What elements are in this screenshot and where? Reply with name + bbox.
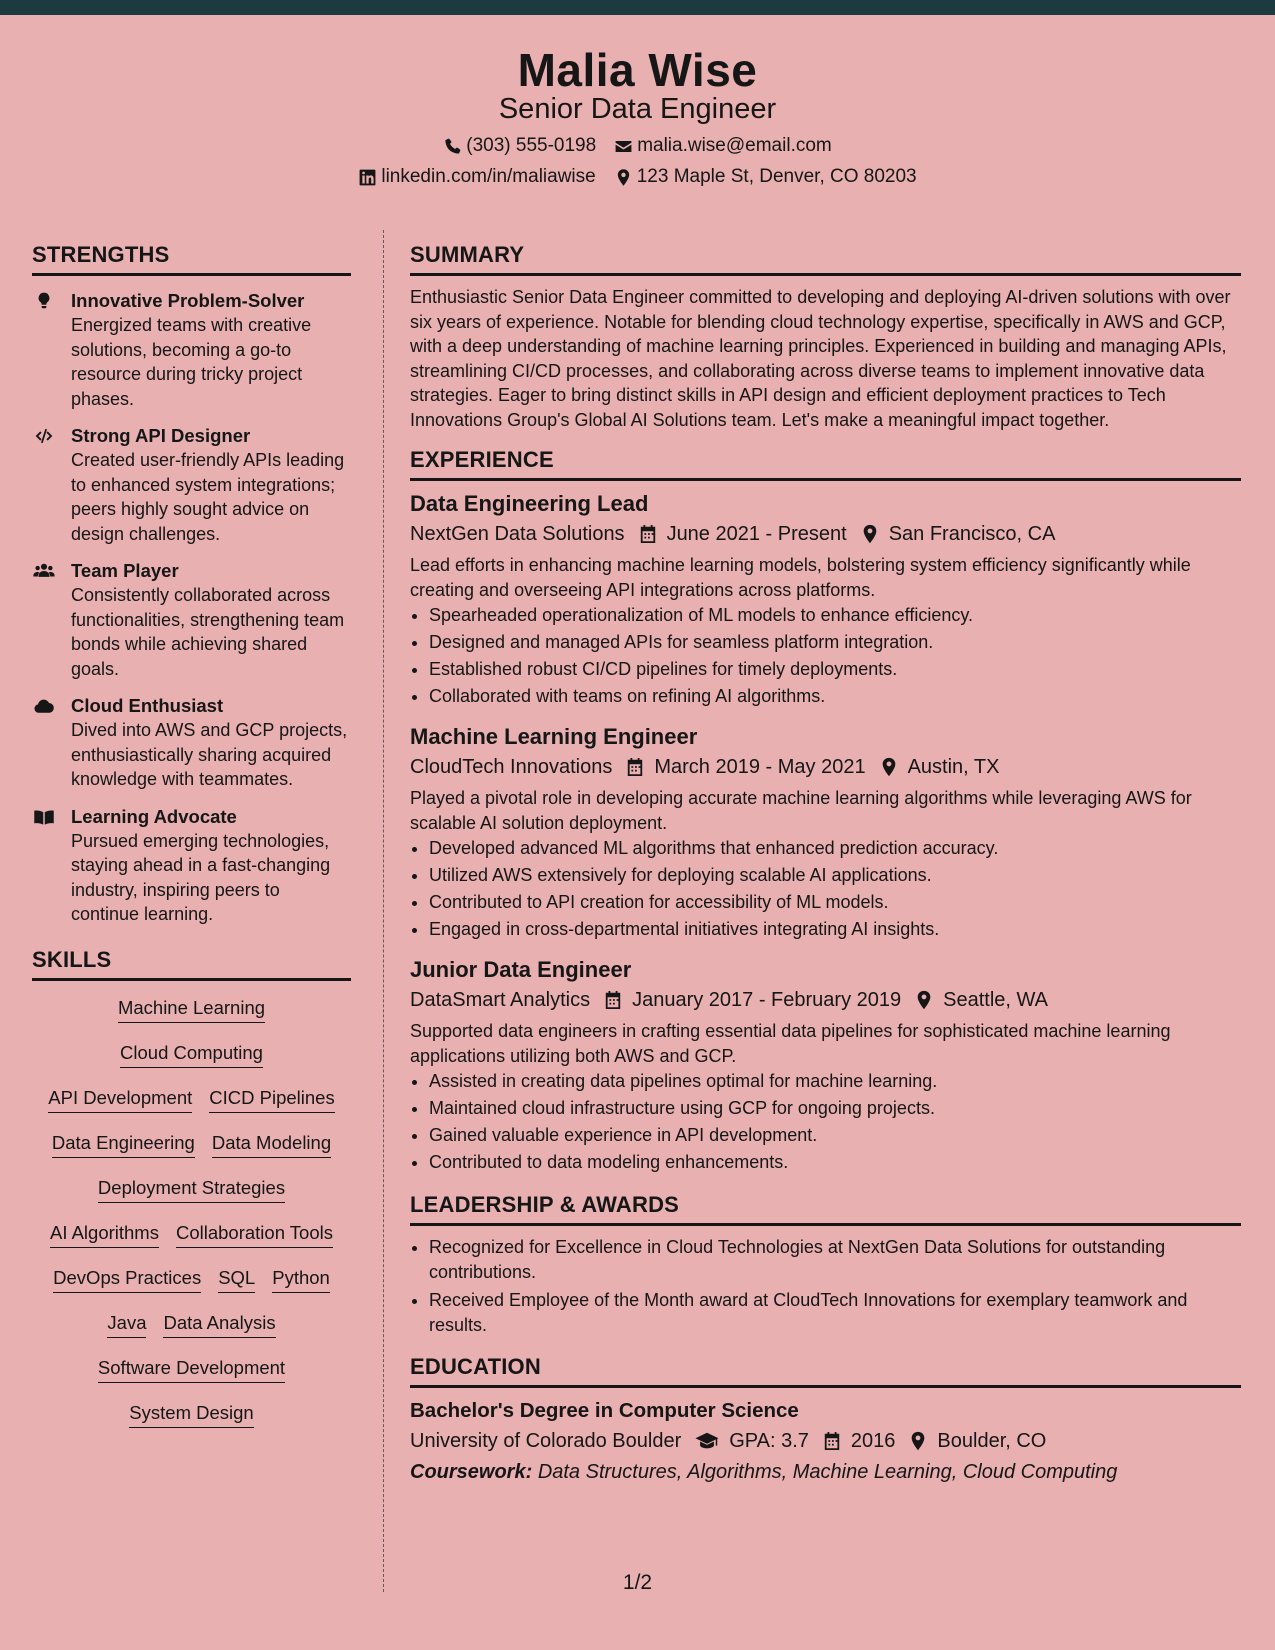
education-meta	[410, 1426, 1241, 1456]
job-bullets	[410, 602, 1241, 710]
leadership-list	[410, 1235, 1241, 1338]
gpa	[695, 1426, 809, 1456]
job-dates-text: March 2019 - May 2021	[654, 756, 866, 778]
strength-description: Pursued emerging technologies, staying ahead in a fast-changing industry, inspiring peers to continue learning.	[71, 830, 331, 924]
skill-tag: Machine Learning	[118, 996, 265, 1023]
calendar-icon	[823, 1431, 841, 1451]
strength-title: Team Player	[71, 560, 179, 581]
top-accent-bar	[0, 0, 1275, 15]
company-name: DataSmart Analytics	[410, 989, 591, 1011]
experience-heading: EXPERIENCE	[410, 447, 1241, 481]
strength-item	[32, 694, 351, 792]
job-title: Junior Data Engineer	[410, 957, 632, 982]
email-contact[interactable]	[614, 135, 832, 157]
address-contact	[614, 166, 917, 188]
email-address[interactable]: malia.wise@email.com	[637, 135, 832, 156]
strengths-heading: STRENGTHS	[32, 242, 351, 276]
gpa-text: GPA: 3.7	[729, 1430, 809, 1452]
job-location-text: Austin, TX	[907, 756, 1000, 778]
phone-number: (303) 555-0198	[466, 135, 597, 156]
map-pin-icon	[909, 1431, 927, 1451]
degree-title: Bachelor's Degree in Computer Science	[410, 1399, 799, 1422]
summary-heading: SUMMARY	[410, 242, 1241, 276]
strength-item	[32, 805, 351, 927]
skill-tag: Software Development	[98, 1356, 285, 1383]
job-entry	[410, 489, 1241, 710]
leadership-heading: LEADERSHIP & AWARDS	[410, 1192, 1241, 1226]
candidate-name: Malia Wise	[517, 44, 758, 96]
job-meta	[410, 519, 1241, 549]
company-name: NextGen Data Solutions	[410, 523, 625, 545]
skill-tag: Deployment Strategies	[98, 1176, 285, 1203]
skill-row	[32, 1041, 351, 1086]
job-location	[880, 752, 1000, 782]
job-location	[915, 985, 1048, 1015]
skill-row	[32, 996, 351, 1041]
job-location	[861, 519, 1056, 549]
map-pin-icon	[915, 990, 933, 1010]
job-entry	[410, 722, 1241, 943]
calendar-icon	[626, 757, 644, 777]
job-bullet: • Utilized AWS extensively for deploying scalable AI applications.	[429, 862, 1241, 889]
job-bullets	[410, 1068, 1241, 1176]
graduation-year	[823, 1426, 896, 1456]
education-location-text: Boulder, CO	[937, 1430, 1047, 1452]
job-description: Lead efforts in enhancing machine learning models, bolstering system efficiency significantly while creating and overseeing API integrations across platforms.	[410, 555, 1191, 600]
skill-tag: Python	[272, 1266, 330, 1293]
skill-tag: AI Algorithms	[50, 1221, 159, 1248]
page-number: 1/2	[622, 1571, 653, 1594]
left-column	[32, 242, 351, 1446]
job-meta	[410, 752, 1241, 782]
strength-description: Created user-friendly APIs leading to enhanced system integrations; peers highly sought advice on design challenges.	[71, 450, 345, 544]
calendar-icon	[639, 524, 657, 544]
skill-tag: DevOps Practices	[53, 1266, 201, 1293]
strength-title: Innovative Problem-Solver	[71, 290, 305, 311]
skill-tag: Java	[107, 1311, 146, 1338]
map-pin-icon	[861, 524, 879, 544]
skill-row	[32, 1221, 351, 1266]
linkedin-url[interactable]: linkedin.com/in/maliawise	[381, 166, 596, 187]
book-icon	[32, 807, 56, 827]
school-name: University of Colorado Boulder	[410, 1430, 682, 1452]
skills-list	[32, 996, 351, 1446]
education-heading: EDUCATION	[410, 1354, 1241, 1388]
skill-tag: SQL	[218, 1266, 255, 1293]
skill-tag: Data Engineering	[52, 1131, 195, 1158]
award-item: • Recognized for Excellence in Cloud Technologies at NextGen Data Solutions for outstanding contributions.	[429, 1235, 1241, 1285]
skill-tag: CICD Pipelines	[209, 1086, 334, 1113]
strength-item	[32, 559, 351, 681]
graduation-cap-icon	[695, 1431, 719, 1451]
cloud-icon	[32, 696, 56, 716]
skill-row	[32, 1131, 351, 1176]
job-bullet: • Designed and managed APIs for seamless platform integration.	[429, 629, 1241, 656]
column-divider	[383, 230, 384, 1592]
lightbulb-icon	[32, 291, 56, 311]
job-dates	[604, 985, 901, 1015]
graduation-year-text: 2016	[850, 1430, 896, 1452]
job-description: Played a pivotal role in developing accurate machine learning algorithms while leveraging AWS for scalable AI solution deployment.	[410, 788, 1192, 833]
job-bullet: • Spearheaded operationalization of ML models to enhance efficiency.	[429, 602, 1241, 629]
users-icon	[32, 561, 56, 581]
job-dates-text: January 2017 - February 2019	[632, 989, 902, 1011]
skill-row	[32, 1401, 351, 1446]
strength-title: Learning Advocate	[71, 805, 237, 827]
coursework-label: Coursework:	[410, 1461, 533, 1483]
right-column	[410, 242, 1241, 1487]
job-bullet: • Established robust CI/CD pipelines for timely deployments.	[429, 656, 1241, 683]
skill-tag: Cloud Computing	[120, 1041, 263, 1068]
phone-contact	[443, 135, 596, 157]
job-location-text: Seattle, WA	[943, 989, 1048, 1011]
job-title: Data Engineering Lead	[410, 491, 649, 516]
job-bullet: • Maintained cloud infrastructure using GCP for ongoing projects.	[429, 1095, 1241, 1122]
job-dates-text: June 2021 - Present	[666, 523, 847, 545]
job-bullets	[410, 835, 1241, 943]
skill-row	[32, 1266, 351, 1311]
job-dates	[626, 752, 865, 782]
contact-row-1	[0, 135, 1275, 157]
job-bullet: • Collaborated with teams on refining AI algorithms.	[429, 683, 1241, 710]
job-bullet: • Contributed to API creation for accessibility of ML models.	[429, 889, 1241, 916]
job-entry	[410, 955, 1241, 1176]
skill-tag: Collaboration Tools	[176, 1221, 333, 1248]
job-bullet: • Developed advanced ML algorithms that enhanced prediction accuracy.	[429, 835, 1241, 862]
skill-row	[32, 1176, 351, 1221]
job-description: Supported data engineers in crafting essential data pipelines for sophisticated machine learning applications utilizing both AWS and GCP.	[410, 1021, 1171, 1066]
street-address: 123 Maple St, Denver, CO 80203	[636, 166, 917, 187]
job-bullet: • Gained valuable experience in API development.	[429, 1122, 1241, 1149]
job-bullet: • Engaged in cross-departmental initiatives integrating AI insights.	[429, 916, 1241, 943]
job-meta	[410, 985, 1241, 1015]
strength-description: Energized teams with creative solutions, becoming a go-to resource during tricky project phases.	[71, 315, 312, 409]
skills-heading: SKILLS	[32, 947, 351, 981]
job-location-text: San Francisco, CA	[888, 523, 1056, 545]
company-name: CloudTech Innovations	[410, 756, 613, 778]
job-bullet: • Assisted in creating data pipelines optimal for machine learning.	[429, 1068, 1241, 1095]
summary-text: Enthusiastic Senior Data Engineer committed to developing and deploying AI-driven solutions with over six years of experience. Notable for blending cloud technology expertise, specifically in AWS and GCP, with a deep understanding of machine learning principles. Experienced in building and managing APIs, streamlining CI/CD processes, and collaborating across diverse teams to implement innovative data strategies. Eager to bring distinct skills in API design and efficient deployment practices to Tech Innovations Group's Global AI Solutions team. Let's make a meaningful impact together.	[410, 287, 1231, 430]
linkedin-contact[interactable]	[358, 166, 595, 188]
education-location	[909, 1426, 1046, 1456]
strength-description: Dived into AWS and GCP projects, enthusiastically sharing acquired knowledge with teammates.	[71, 720, 348, 789]
skill-tag: API Development	[48, 1086, 192, 1113]
skill-row	[32, 1356, 351, 1401]
strength-description: Consistently collaborated across functionalities, strengthening team bonds while achieving shared goals.	[71, 585, 345, 679]
job-title: Machine Learning Engineer	[410, 724, 698, 749]
map-pin-icon	[614, 168, 633, 187]
skill-tag: System Design	[129, 1401, 253, 1428]
skill-row	[32, 1311, 351, 1356]
envelope-icon	[614, 137, 633, 156]
linkedin-icon	[358, 168, 377, 187]
calendar-icon	[604, 990, 622, 1010]
strength-title: Strong API Designer	[71, 425, 251, 446]
skill-tag: Data Analysis	[163, 1311, 275, 1338]
job-dates	[639, 519, 847, 549]
candidate-title: Senior Data Engineer	[498, 93, 777, 125]
map-pin-icon	[880, 757, 898, 777]
strength-title: Cloud Enthusiast	[71, 695, 224, 716]
resume-header	[0, 15, 1275, 205]
strength-item	[32, 424, 351, 546]
code-icon	[32, 426, 56, 446]
award-item: • Received Employee of the Month award at CloudTech Innovations for exemplary teamwork and results.	[429, 1288, 1241, 1338]
skill-row	[32, 1086, 351, 1131]
coursework	[410, 1457, 1241, 1487]
strength-item	[32, 289, 351, 411]
phone-icon	[443, 137, 462, 156]
skill-tag: Data Modeling	[212, 1131, 331, 1158]
job-bullet: • Contributed to data modeling enhancements.	[429, 1149, 1241, 1176]
coursework-list: Data Structures, Algorithms, Machine Learning, Cloud Computing	[537, 1461, 1118, 1483]
contact-row-2	[0, 166, 1275, 188]
